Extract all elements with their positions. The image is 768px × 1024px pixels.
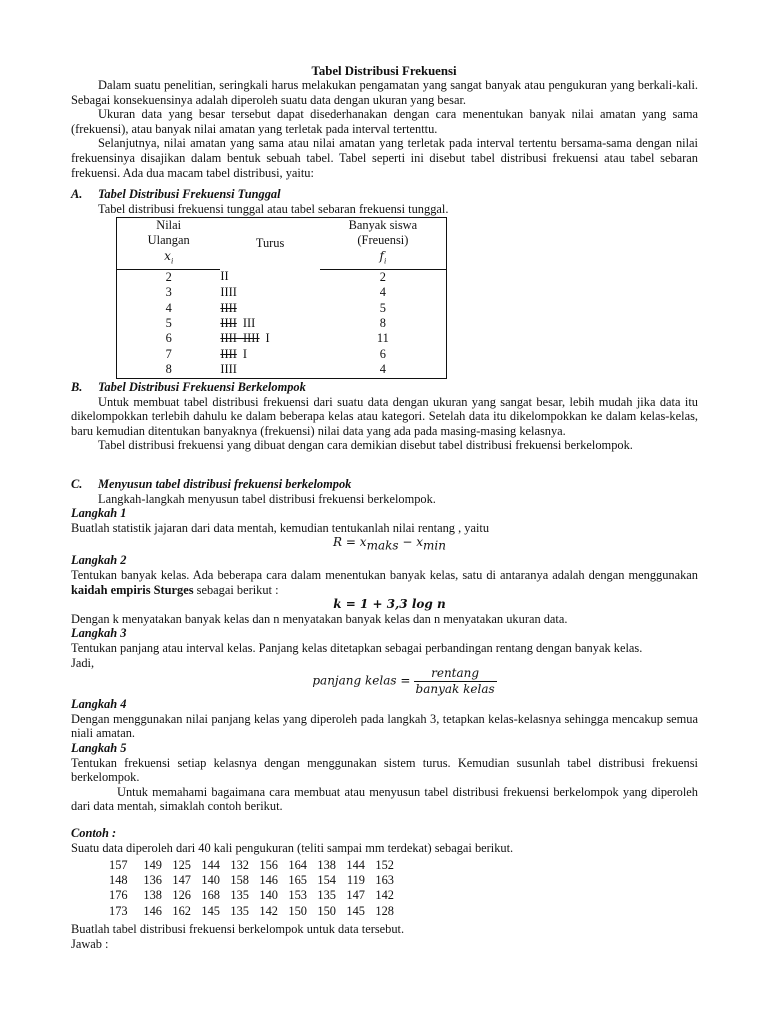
tally-rest: IIII: [220, 362, 237, 377]
cell-x: 3: [165, 285, 172, 300]
data-value: 144: [346, 858, 365, 872]
page-title: Tabel Distribusi Frekuensi: [311, 64, 457, 78]
step-5-text: Tentukan frekuensi setiap kelasnya dengan menggunakan sistem turus. Kemudian susunlah tabel distribusi frekuensi berkelompok.: [71, 755, 698, 785]
cell-turus: [220, 347, 319, 362]
cell-f: 2: [379, 269, 386, 284]
cell-turus: [220, 301, 319, 316]
step-2-text: Tentukan banyak kelas. Ada beberapa cara dalam menentukan banyak kelas, satu di antaranya adalah dengan menggunakan kaidah empiris Sturges sebagai berikut :: [71, 568, 698, 597]
data-value: 142: [259, 903, 278, 918]
data-value: 138: [143, 888, 162, 903]
intro-paragraph: Selanjutnya, nilai amatan yang sama atau nilai amatan yang terletak pada interval tertentu bersama-sama dengan nilai frekuensinya disajikan dalam bentuk sebuah tabel. Tabel seperti ini disebut tabel distribusi frekuensi atau tabel sebaran frekuensi. Ada dua macam tabel distribusi, yaitu:: [71, 136, 698, 180]
data-value: 126: [172, 888, 191, 903]
data-value: 142: [375, 888, 394, 903]
section-b-heading: B. Tabel Distribusi Frekuensi Berkelompok: [71, 380, 306, 394]
data-value: 144: [201, 858, 220, 872]
data-value: 165: [288, 873, 307, 888]
step-1-label: Langkah 1: [71, 506, 127, 521]
data-value: 147: [172, 873, 191, 888]
tally-rest: I: [242, 346, 247, 361]
cell-x: 8: [165, 362, 172, 377]
cell-x: 2: [165, 269, 172, 284]
data-value: 146: [143, 903, 162, 918]
table-row: [117, 316, 447, 331]
section-b-paragraph: Untuk membuat tabel distribusi frekuensi dari suatu data dengan ukuran yang sangat besar, lebih mudah jika data itu dikelompokkan terlebih dahulu ke dalam beberapa kelas atau kategori. Setelah data itu dikelompokkan ke dalam kelas-kelas, baru kemudian ditentukan banyaknya (frekuensi) nilai data yang ada pada masing-masing kelasnya.: [71, 394, 698, 438]
data-value: 147: [346, 888, 365, 903]
section-c-heading: C. Menyusun tabel distribusi frekuensi berkelompok: [71, 477, 352, 491]
cell-turus: [220, 316, 319, 331]
data-row: [109, 888, 394, 903]
header-nilai: Nilai: [156, 218, 182, 232]
data-value: 135: [230, 888, 249, 903]
header-fi: $f_i$: [320, 249, 447, 269]
data-row: [109, 904, 394, 919]
section-b: [71, 380, 698, 453]
step-5-paragraph: Untuk memahami bagaimana cara membuat atau menyusun tabel distribusi frekuensi berkelompok yang diperoleh dari data mentah, simaklah contoh berikut.: [71, 784, 698, 814]
table-row: [117, 362, 447, 378]
data-value: 164: [288, 858, 307, 872]
table-row: [117, 347, 447, 362]
data-value: 176: [109, 888, 128, 903]
section-a: [71, 187, 698, 216]
data-value: 154: [317, 873, 336, 888]
header-frekuensi: (Freuensi): [357, 233, 409, 248]
data-value: 146: [259, 873, 278, 888]
data-value: 162: [172, 903, 191, 918]
section-c-intro: Langkah-langkah menyusun tabel distribusi frekuensi berkelompok.: [98, 491, 436, 506]
step-5-label: Langkah 5: [71, 740, 127, 755]
data-value: 135: [317, 888, 336, 903]
data-value: 158: [230, 873, 249, 888]
cell-x: 5: [165, 315, 172, 330]
cell-f: 5: [379, 300, 386, 315]
task-text: Buatlah tabel distribusi frekuensi berkelompok untuk data tersebut.: [71, 922, 405, 936]
table-row: [117, 269, 447, 285]
cell-f: 6: [379, 346, 386, 361]
step-2-label: Langkah 2: [71, 553, 127, 568]
tally-group: IIII: [220, 346, 237, 361]
data-value: 157: [109, 858, 128, 872]
data-row: [109, 858, 394, 873]
tally-rest: IIII: [220, 285, 237, 300]
example-task: [71, 922, 698, 951]
cell-f: 4: [379, 362, 386, 377]
data-value: 163: [375, 873, 394, 888]
data-value: 132: [230, 858, 249, 872]
table-row: [117, 331, 447, 346]
data-value: 153: [288, 888, 307, 903]
intro-paragraph: Ukuran data yang besar tersebut dapat disederhanakan dengan cara menentukan banyak nilai amatan yang sama (frekuensi), atau banyak nilai amatan yang terletak pada interval tertenttu.: [71, 107, 698, 136]
table-row: [117, 301, 447, 316]
table-row: [117, 285, 447, 300]
example-section: [71, 826, 698, 855]
intro-paragraph: Dalam suatu penelitian, seringkali harus melakukan pengamatan yang sangat banyak atau pengukuran yang berkali-kali. Sebagai konsekuensinya adalah diperoleh suatu data dengan ukuran yang besar.: [71, 78, 698, 107]
section-c: [71, 477, 698, 814]
header-turus: Turus: [255, 235, 285, 250]
data-value: 136: [143, 873, 162, 888]
data-value: 128: [375, 903, 394, 918]
data-grid: [109, 858, 394, 919]
data-value: 150: [288, 903, 307, 918]
step-3-jadi: Jadi,: [71, 655, 95, 670]
data-value: 149: [143, 858, 162, 872]
data-value: 138: [317, 858, 336, 872]
step-3-text: Tentukan panjang atau interval kelas. Panjang kelas ditetapkan sebagai perbandingan rentang dengan banyak kelas.: [71, 641, 643, 655]
cell-f: 11: [376, 331, 389, 346]
step-1-text: Buatlah statistik jajaran dari data mentah, kemudian tentukanlah nilai rentang , yaitu: [71, 520, 490, 535]
cell-turus: [220, 269, 319, 285]
data-value: 156: [259, 858, 278, 872]
example-label: Contoh :: [71, 826, 117, 840]
data-value: 140: [259, 888, 278, 903]
data-value: 168: [201, 888, 220, 903]
data-value: 150: [317, 903, 336, 918]
cell-x: 6: [165, 331, 172, 346]
cell-f: 4: [379, 285, 386, 300]
cell-f: 8: [379, 315, 386, 330]
cell-x: 7: [165, 346, 172, 361]
cell-turus: [220, 362, 319, 378]
section-a-heading: A. Tabel Distribusi Frekuensi Tunggal: [71, 187, 281, 201]
step-4-text: Dengan menggunakan nilai panjang kelas yang diperoleh pada langkah 3, tetapkan kelas-kelasnya sehingga mencakup semua niali amatan.: [71, 711, 698, 741]
data-value: 140: [201, 873, 220, 888]
section-a-text: Tabel distribusi frekuensi tunggal atau tabel sebaran frekuensi tunggal.: [98, 201, 449, 216]
tally-group: IIII IIII: [220, 331, 260, 346]
data-value: 145: [346, 903, 365, 918]
cell-x: 4: [165, 300, 172, 315]
range-formula: $R = x_{maks} - x_{min}$: [333, 535, 446, 553]
data-value: 125: [172, 858, 191, 872]
data-value: 135: [230, 903, 249, 918]
frequency-table: [116, 217, 447, 379]
data-value: 148: [109, 873, 128, 888]
step-3-label: Langkah 3: [71, 626, 127, 641]
section-b-paragraph: Tabel distribusi frekuensi yang dibuat dengan cara demikian disebut tabel distribusi frekuensi berkelompok.: [98, 438, 633, 453]
step-2-after: Dengan k menyatakan banyak kelas dan n menyatakan banyak kelas dan n menyatakan ukuran data.: [71, 611, 568, 626]
data-value: 119: [346, 873, 365, 888]
header-xi: $x_i$: [117, 249, 221, 269]
data-value: 173: [109, 903, 128, 918]
tally-group: IIII: [220, 315, 237, 330]
cell-turus: [220, 285, 319, 300]
class-width-formula: panjang kelas = $\frac{\text{rentang}}{\text{banyak kelas}}$: [312, 666, 495, 697]
tally-rest: I: [265, 331, 270, 346]
intro-section: [71, 78, 698, 180]
fraction: $\frac{\text{rentang}}{\text{banyak kelas}}$: [415, 666, 495, 697]
header-ulangan: Ulangan: [147, 233, 190, 248]
answer-label: Jawab :: [71, 936, 109, 951]
tally-rest: III: [242, 315, 256, 330]
cell-turus: [220, 331, 319, 346]
data-value: 152: [375, 858, 394, 872]
step-4-label: Langkah 4: [71, 697, 127, 712]
sturges-formula: k = 1 + 3,3 log n: [333, 597, 446, 612]
tally-group: IIII: [220, 300, 237, 315]
example-text: Suatu data diperoleh dari 40 kali pengukuran (teliti sampai mm terdekat) sebagai berikut.: [71, 840, 514, 855]
data-row: [109, 873, 394, 888]
data-value: 145: [201, 903, 220, 918]
tally-rest: II: [220, 269, 229, 284]
header-banyak-siswa: Banyak siswa: [348, 218, 418, 232]
